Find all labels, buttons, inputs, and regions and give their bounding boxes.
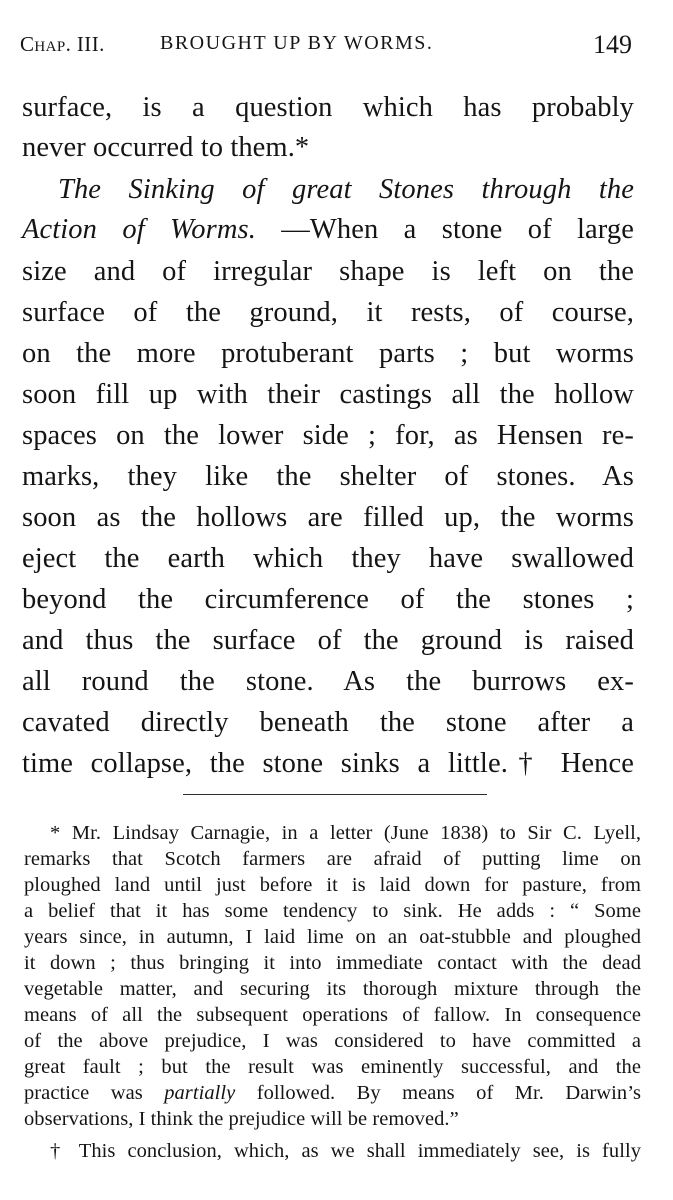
section-heading-italic: Action of Worms. xyxy=(22,214,256,245)
body-line: size and of irregular shape is left on the xyxy=(22,256,634,287)
body-line: on the more protuberant parts ; but worms xyxy=(22,338,634,369)
body-line: time collapse, the stone sinks a little.† Hence xyxy=(22,748,634,779)
footnote-line: † This conclusion, which, as we shall immediately see, is fully xyxy=(50,1140,641,1162)
body-line: and thus the surface of the ground is raised xyxy=(22,625,634,656)
footnote-italic-word: partially xyxy=(164,1082,236,1104)
body-line: soon as the hollows are filled up, the worms xyxy=(22,502,634,533)
footnote-line: it down ; thus bringing it into immediate contact with the dead xyxy=(24,952,641,974)
footnote-text: practice was xyxy=(24,1082,165,1104)
footnote-line: observations, I think the prejudice will be removed.” xyxy=(24,1108,459,1130)
body-line: marks, they like the shelter of stones. As xyxy=(22,461,634,492)
chapter-label: Chap. III. xyxy=(20,32,105,56)
body-line: surface, is a question which has probably xyxy=(22,92,634,123)
footnote-line: vegetable matter, and securing its thorough mixture through the xyxy=(24,978,641,1000)
body-line: spaces on the lower side ; for, as Hensen re- xyxy=(22,420,634,451)
body-line: cavated directly beneath the stone after a xyxy=(22,707,634,738)
body-line: all round the stone. As the burrows ex- xyxy=(22,666,634,697)
footnote-line: a belief that it has some tendency to sink. He adds : “ Some xyxy=(24,900,641,922)
page-number: 149 xyxy=(593,30,632,59)
footnote-line xyxy=(24,1080,641,1106)
body-line xyxy=(22,210,634,250)
body-line: beyond the circumference of the stones ; xyxy=(22,584,634,615)
footnote-text: followed. By means of Mr. Darwin’s xyxy=(256,1082,641,1104)
footnote-line: remarks that Scotch farmers are afraid of putting lime on xyxy=(24,848,641,870)
body-line: soon fill up with their castings all the hollow xyxy=(22,379,634,410)
footnote-line: * Mr. Lindsay Carnagie, in a letter (June 1838) to Sir C. Lyell, xyxy=(50,822,641,844)
footnote-line: ploughed land until just before it is laid down for pasture, from xyxy=(24,874,641,896)
body-line-text: —When a stone of large xyxy=(281,214,634,245)
running-header xyxy=(20,30,634,64)
footnote-line: years since, in autumn, I laid lime on an oat-stubble and ploughed xyxy=(24,926,641,948)
footnote-line: of the above prejudice, I was considered to have committed a xyxy=(24,1030,641,1052)
footnote-divider xyxy=(183,794,487,795)
footnote-line: means of all the subsequent operations of fallow. In consequence xyxy=(24,1004,641,1026)
running-title: BROUGHT UP BY WORMS. xyxy=(160,32,434,54)
body-line: eject the earth which they have swallowed xyxy=(22,543,634,574)
body-line: surface of the ground, it rests, of course, xyxy=(22,297,634,328)
footnote-line: great fault ; but the result was eminently successful, and the xyxy=(24,1056,641,1078)
body-line: never occurred to them.* xyxy=(22,132,310,163)
section-heading-line: The Sinking of great Stones through the xyxy=(58,174,634,205)
